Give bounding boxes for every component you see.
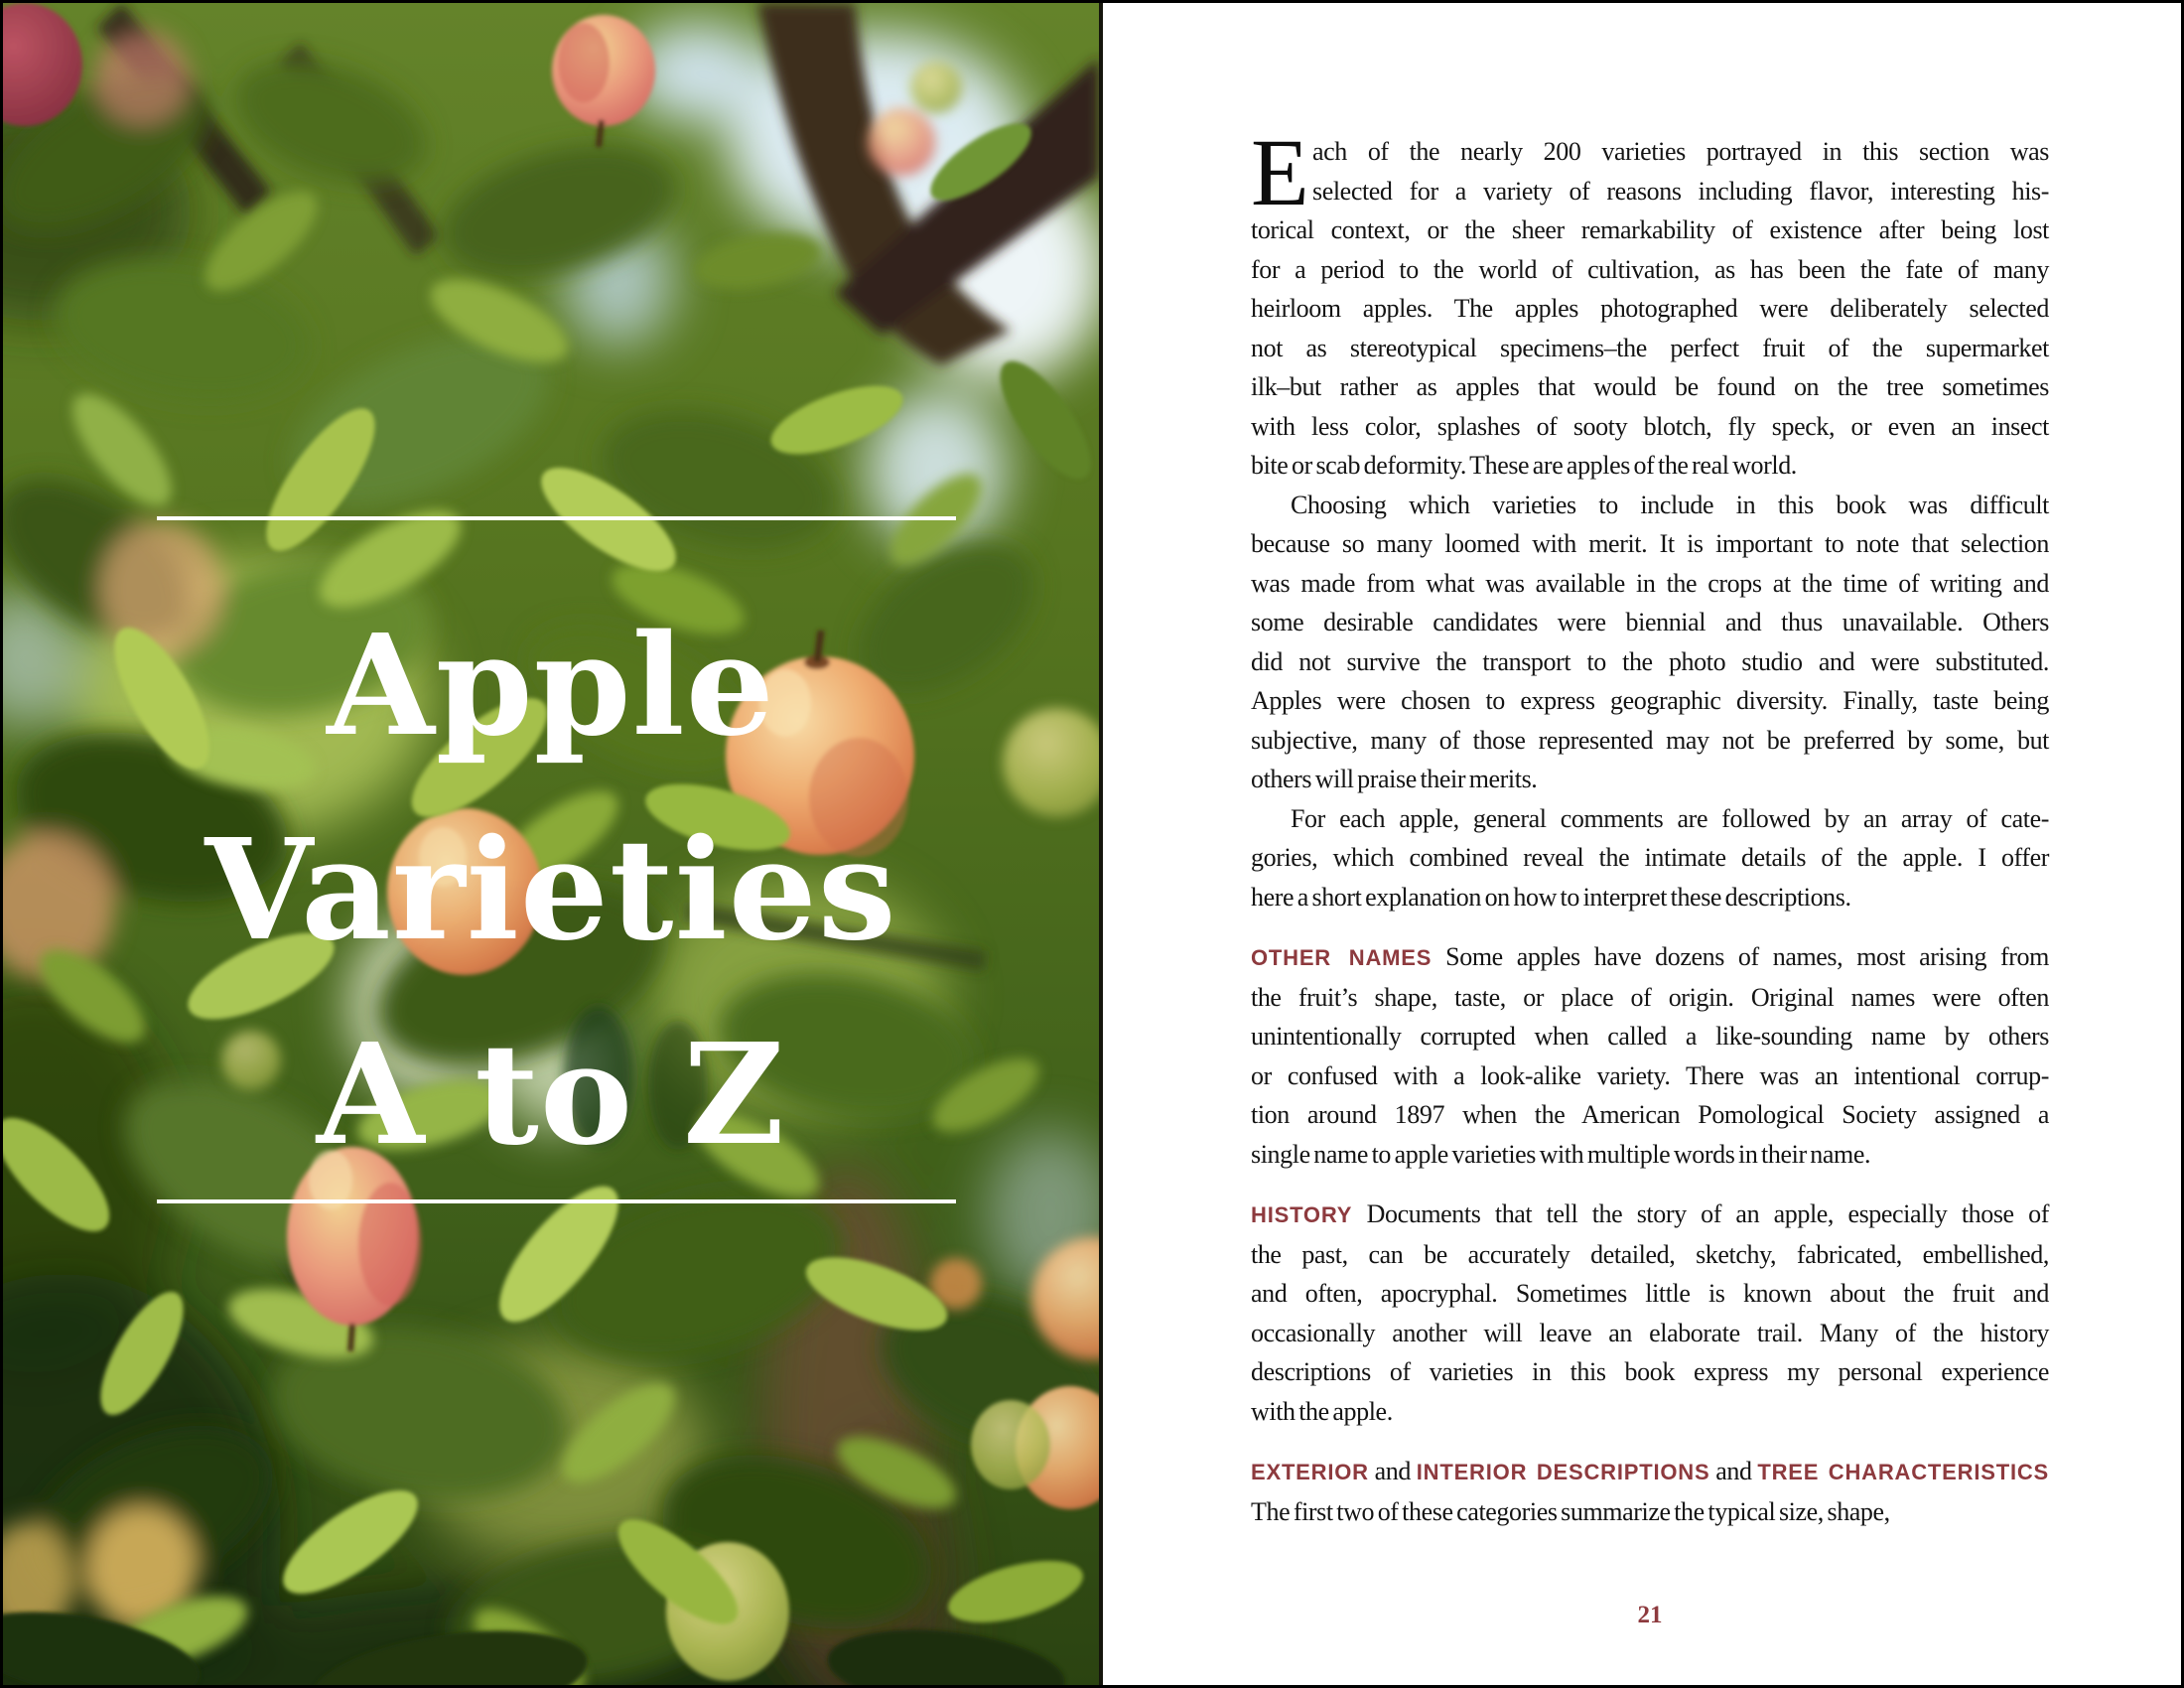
text-run: torical context, or the sheer remarkability of existence after being lost [1251, 215, 2049, 244]
text-run: for a period to the world of cultivation, as has been the fate of many [1251, 254, 2049, 284]
text-run: For each apple, general comments are followed by an array of cate- [1291, 803, 2049, 833]
title-line: Apple [327, 605, 775, 768]
paragraph [1251, 1452, 2049, 1531]
category-label: HISTORY [1251, 1202, 1353, 1227]
text-line [1251, 1392, 2049, 1432]
text-run: the past, can be accurately detailed, sketchy, fabricated, embellished, [1251, 1239, 2049, 1269]
text-run: some desirable candidates were biennial and thus unavailable. Others [1251, 608, 2049, 636]
text-line [1251, 1274, 2049, 1314]
text-run: single name to apple varieties with multiple words in their name. [1251, 1139, 1871, 1169]
category-label: OTHER NAMES [1251, 945, 1433, 970]
text-line [1251, 446, 2049, 486]
text-run: was made from what was available in the crops at the time of writing and [1251, 568, 2049, 598]
paragraph [1251, 937, 2049, 1174]
category-label: TREE CHARACTERISTICS [1757, 1460, 2050, 1484]
text-run: selected for a variety of reasons including flavor, interesting his- [1312, 176, 2049, 206]
text-run: subjective, many of those represented may not be preferred by some, but [1251, 725, 2049, 755]
category-label: EXTERIOR [1251, 1460, 1369, 1484]
text-line [1251, 1314, 2049, 1353]
text-run: Documents that tell the story of an apple, especially those of [1352, 1199, 2049, 1228]
text-line [1251, 211, 2049, 250]
text-run: did not survive the transport to the photo studio and were substituted. [1251, 646, 2049, 676]
text-run: and often, apocryphal. Sometimes little is known about the fruit and [1251, 1279, 2049, 1308]
text-line [1251, 407, 2049, 447]
text-run: with less color, splashes of sooty blotch, fly speck, or even an insect [1251, 411, 2049, 441]
text-run: descriptions of varieties in this book express my personal experience [1251, 1357, 2049, 1386]
page-title [3, 584, 1099, 1197]
text-run: the fruit’s shape, taste, or place of origin. Original names were often [1251, 982, 2049, 1012]
paragraph [1251, 486, 2049, 799]
text-line [1251, 1056, 2049, 1096]
text-run: or confused with a look-alike variety. There was an intentional corrup- [1251, 1060, 2049, 1090]
category-label: INTERIOR DESCRIPTIONS [1416, 1460, 1710, 1484]
page-number: 21 [1637, 1602, 1663, 1628]
text-line [1251, 721, 2049, 761]
text-line [1251, 1095, 2049, 1135]
text-run: bite or scab deformity. These are apples of the real world. [1251, 451, 1797, 480]
text-line [1251, 681, 2049, 721]
text-line [1251, 1492, 2049, 1532]
text-line [1251, 564, 2049, 604]
text-line [1251, 642, 2049, 682]
title-divider-top [157, 516, 956, 520]
text-run: and [1709, 1457, 1758, 1485]
title-line: Varieties [205, 809, 897, 972]
text-line [1251, 524, 2049, 564]
text-line [1251, 799, 2049, 839]
text-line [1251, 289, 2049, 329]
text-run: Some apples have dozens of names, most arising from [1432, 942, 2049, 971]
text-line [1251, 937, 2049, 978]
text-run: here a short explanation on how to interpret these descriptions. [1251, 882, 1851, 912]
text-line [1251, 978, 2049, 1018]
paragraph [1251, 799, 2049, 917]
title-divider-bottom [157, 1199, 956, 1203]
text-run: others will praise their merits. [1251, 765, 1538, 793]
text-run: The first two of these categories summarize the typical size, shape, [1251, 1496, 1890, 1526]
text-line [1251, 878, 2049, 917]
text-line [1251, 1195, 2049, 1235]
text-run: unintentionally corrupted when called a like-sounding name by others [1251, 1022, 2049, 1051]
text-run: occasionally another will leave an elaborate trail. Many of the history [1251, 1318, 2049, 1347]
title-line: A to Z [316, 1014, 786, 1177]
text-line [1251, 486, 2049, 525]
text-line [1251, 1352, 2049, 1392]
text-run: not as stereotypical specimens–the perfect fruit of the supermarket [1251, 333, 2049, 362]
text-line [1251, 1017, 2049, 1056]
text-line [1251, 132, 2049, 172]
paragraph [1251, 1195, 2049, 1431]
text-run: Apples were chosen to express geographic diversity. Finally, taste being [1251, 686, 2049, 715]
text-line [1251, 1135, 2049, 1175]
text-line [1251, 367, 2049, 407]
text-run: with the apple. [1251, 1396, 1393, 1426]
body-text-column [1251, 119, 2050, 1531]
paragraph [1251, 119, 2049, 486]
text-run: because so many loomed with merit. It is important to note that selection [1251, 529, 2049, 558]
text-run: ach of the nearly 200 varieties portrayed in this section was [1312, 137, 2049, 166]
text-line [1251, 329, 2049, 368]
text-run: gories, which combined reveal the intimate details of the apple. I offer [1251, 843, 2049, 872]
text-run: heirloom apples. The apples photographed were deliberately selected [1251, 294, 2049, 323]
text-line [1251, 760, 2049, 799]
text-run: Choosing which varieties to include in this book was difficult [1291, 490, 2049, 519]
text-line [1251, 172, 2049, 211]
text-line [1251, 1235, 2049, 1275]
text-line [1251, 603, 2049, 642]
text-run: tion around 1897 when the American Pomological Society assigned a [1251, 1100, 2049, 1129]
text-line [1251, 838, 2049, 878]
drop-cap: E [1251, 119, 1309, 225]
text-run: and [1368, 1457, 1417, 1485]
apple-tree-photo [3, 3, 1103, 1685]
text-line [1251, 1452, 2049, 1492]
text-run: ilk–but rather as apples that would be found on the tree sometimes [1251, 372, 2049, 401]
text-line [1251, 250, 2049, 290]
